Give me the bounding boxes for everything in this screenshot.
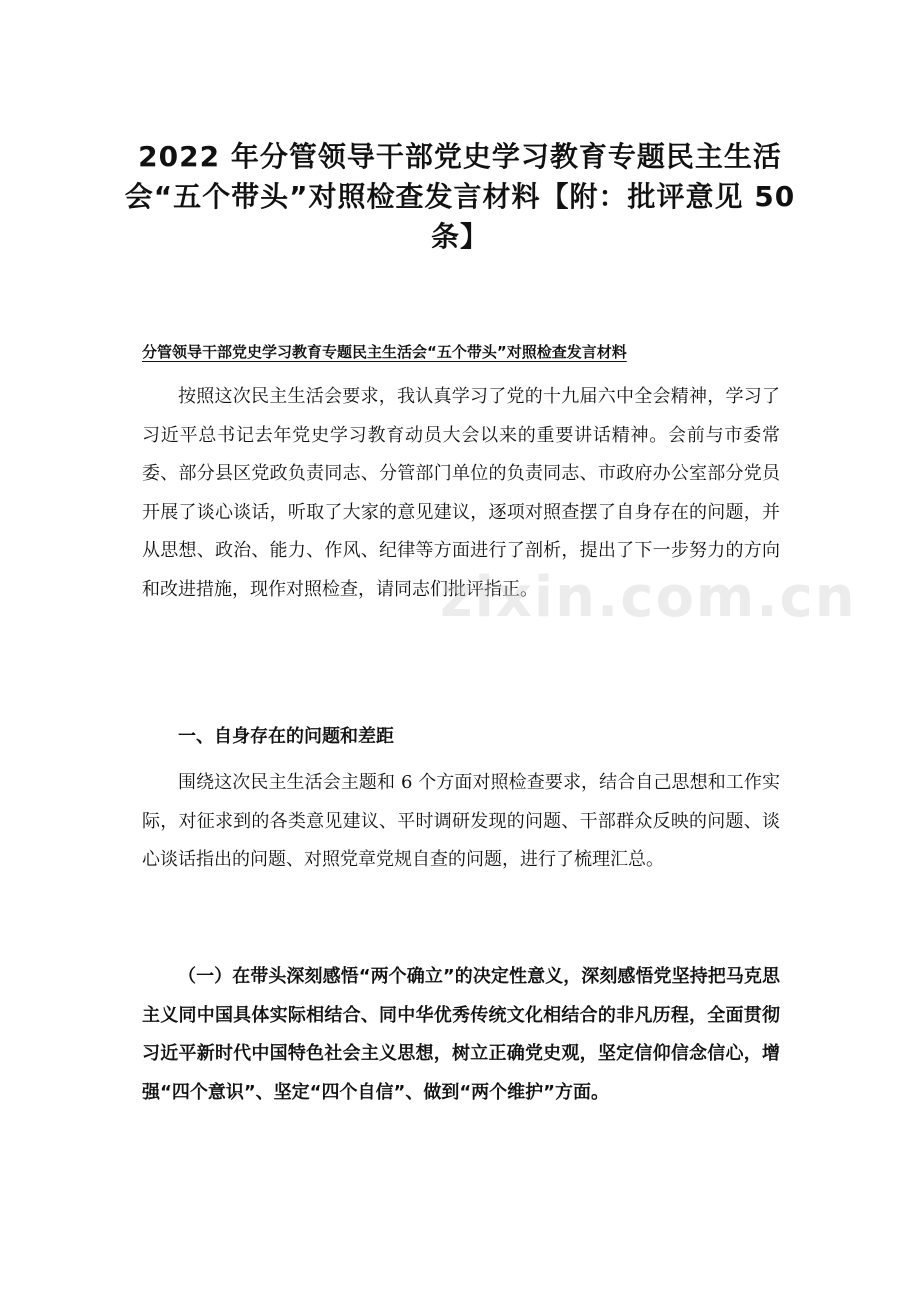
body-section-summary <box>142 764 780 880</box>
body-section-intro <box>142 378 780 609</box>
document-title: 2022 年分管领导干部党史学习教育专题民主生活会“五个带头”对照检查发言材料【附：批评意见 50 条】 <box>124 140 796 253</box>
document-subtitle: 分管领导干部党史学习教育专题民主生活会“五个带头”对照检查发言材料 <box>142 343 627 361</box>
paragraph-summary: 围绕这次民主生活会主题和 6 个方面对照检查要求，结合自己思想和工作实际，对征求到的各类意见建议、平时调研发现的问题、干部群众反映的问题、谈心谈话指出的问题、对照党章党规自查的问题，进行了梳理汇总。 <box>142 772 780 870</box>
section-heading: 一、自身存在的问题和差距 <box>178 726 394 747</box>
body-section-item-1 <box>142 958 780 1112</box>
paragraph-intro: 按照这次民主生活会要求，我认真学习了党的十九届六中全会精神，学习了习近平总书记去年党史学习教育动员大会以来的重要讲话精神。会前与市委常委、部分县区党政负责同志、分管部门单位的负责同志、市政府办公室部分党员开展了谈心谈话，听取了大家的意见建议，逐项对照查摆了自身存在的问题，并从思想、政治、能力、作风、纪律等方面进行了剖析，提出了下一步努力的方向和改进措施，现作对照检查，请同志们批评指正。 <box>142 386 780 600</box>
watermark-logo: zixin.com.cn <box>440 565 857 630</box>
paragraph-item-1: （一）在带头深刻感悟“两个确立”的决定性意义，深刻感悟党坚持把马克思主义同中国具体实际相结合、同中华优秀传统文化相结合的非凡历程，全面贯彻习近平新时代中国特色社会主义思想，树立正确党史观，坚定信仰信念信心，增强“四个意识”、坚定“四个自信”、做到“两个维护”方面。 <box>142 966 780 1103</box>
